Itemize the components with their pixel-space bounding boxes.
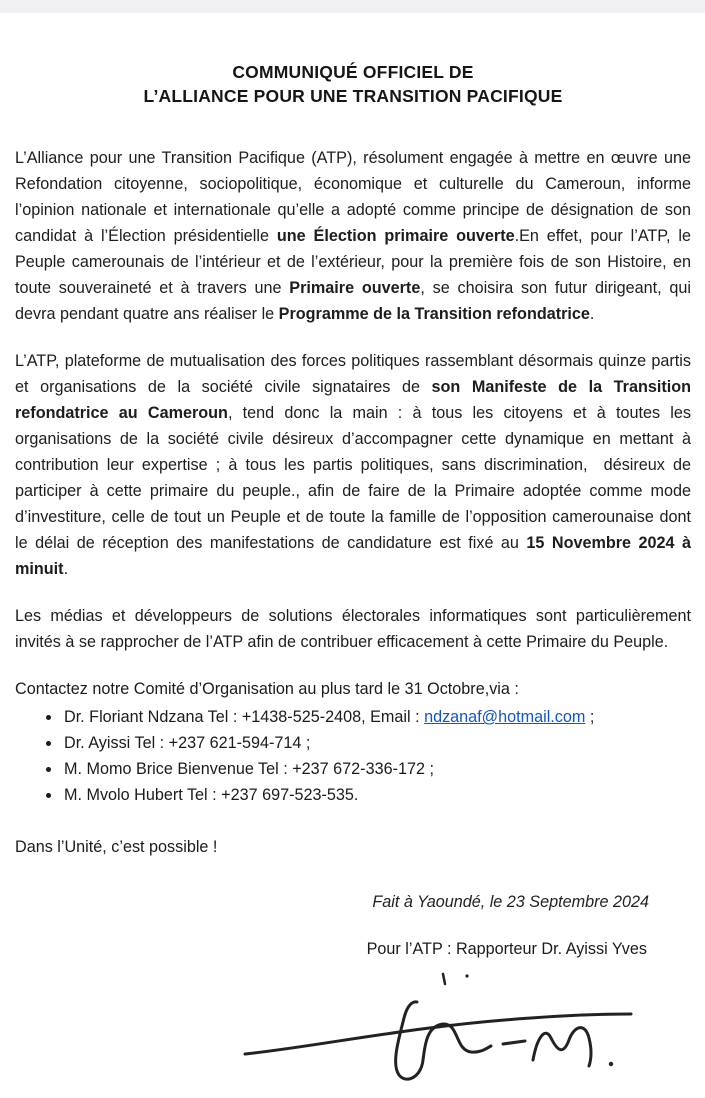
communique-document (0, 60, 705, 1098)
contact-item-ndzana (62, 704, 691, 730)
contact-item-mvolo (62, 782, 691, 808)
paragraph-platform (15, 348, 691, 582)
text-run: . (63, 560, 69, 578)
signatory-line: Pour l’ATP : Rapporteur Dr. Ayissi Yves (366, 940, 647, 958)
paragraph-introduction (15, 145, 691, 327)
signature-block (15, 968, 661, 1098)
closing-slogan: Dans l’Unité, c’est possible ! (15, 838, 218, 856)
bold-text-run: son Manifeste de la Transition refondatrice au Cameroun (15, 378, 691, 422)
text-run: . (589, 305, 595, 323)
text-run: .En effet, pour l’ATP, le Peuple camerounais de l’intérieur et de l’extérieur, pour la première fois de son Histoire, en toute souveraineté et à travers une (15, 227, 691, 297)
contact-item-ayissi (62, 730, 691, 756)
handwritten-signature-icon (231, 968, 661, 1093)
email-link[interactable]: ndzanaf@hotmail.com (424, 708, 586, 726)
text-run: Dr. Ayissi Tel : +237 621-594-714 ; (64, 734, 311, 752)
contact-item-momo (62, 756, 691, 782)
text-run: Dr. Floriant Ndzana Tel : +1438-525-2408, Email : (64, 708, 425, 726)
contact-intro: Contactez notre Comité d’Organisation au plus tard le 31 Octobre,via : (15, 680, 519, 698)
text-run: ; (585, 708, 595, 726)
dateline: Fait à Yaoundé, le 23 Septembre 2024 (372, 893, 649, 911)
bold-text-run: une Élection primaire ouverte (276, 227, 515, 245)
text-run: M. Mvolo Hubert Tel : +237 697-523-535. (64, 786, 359, 804)
bold-text-run: Programme de la Transition refondatrice (278, 305, 590, 323)
bold-text-run: 15 Novembre 2024 à minuit (15, 534, 691, 578)
text-run: L’ATP, plateforme de mutualisation des forces politiques rassemblant désormais quinze partis et organisations de la société civile signataires de (15, 352, 691, 396)
bold-text-run: Primaire ouverte (289, 279, 421, 297)
text-run: , tend donc la main : à tous les citoyens et à toutes les organisations de la société civile désireux d’accompagner cette dynamique en mettant à contribution leur expertise ; à tous les partis politiques, sans discrimination, désireux de participer à cette primaire du peuple., afin de faire de la Primaire adoptée comme mode d’investiture, celle de tout un Peuple et de toute la famille de l’opposition camerounaise dont le délai de réception des manifestations de candidature est fixé au (15, 404, 691, 552)
title-line-2: L’ALLIANCE POUR UNE TRANSITION PACIFIQUE (143, 86, 563, 106)
document-title (15, 60, 691, 108)
paragraph-medias: Les médias et développeurs de solutions électorales informatiques sont particulièrement invités à se rapprocher de l’ATP afin de contribuer efficacement à cette Primaire du Peuple. (15, 607, 691, 651)
text-run: , se choisira son futur dirigeant, qui devra pendant quatre ans réaliser le (15, 279, 692, 323)
top-edge-bar (0, 0, 705, 13)
text-run: M. Momo Brice Bienvenue Tel : +237 672-336-172 ; (64, 760, 434, 778)
title-line-1: COMMUNIQUÉ OFFICIEL DE (232, 62, 474, 82)
contact-list (15, 704, 691, 808)
text-run: L’Alliance pour une Transition Pacifique (ATP), résolument engagée à mettre en œuvre une Refondation citoyenne, sociopolitique, économique et culturelle du Cameroun, informe l’opinion nationale et internationale qu’elle a adopté comme principe de désignation de son candidat à l’Élection présidentielle (15, 149, 691, 245)
